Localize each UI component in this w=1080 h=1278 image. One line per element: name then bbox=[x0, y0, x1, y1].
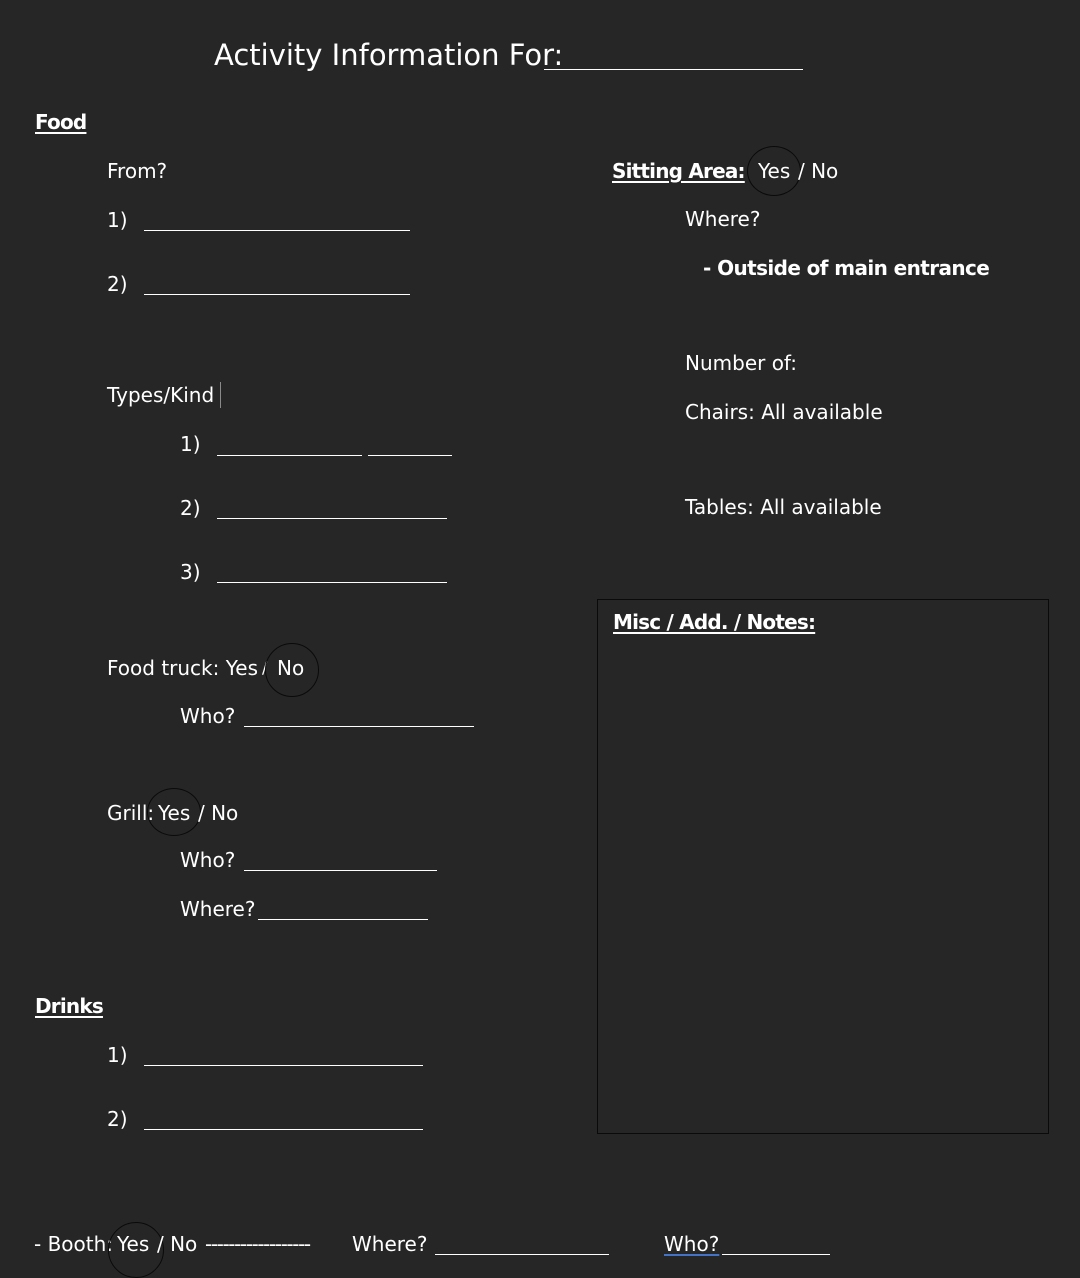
food-truck-who-label: Who? bbox=[180, 704, 236, 728]
sitting-area-yes-circle bbox=[747, 146, 801, 196]
grill-no[interactable]: / No bbox=[198, 801, 239, 825]
grill-where-label: Where? bbox=[180, 897, 256, 921]
food-type-item-1-label: 1) bbox=[180, 432, 201, 456]
food-truck-no[interactable]: No bbox=[277, 656, 305, 680]
booth-yes[interactable]: Yes bbox=[117, 1232, 150, 1256]
food-truck-label: Food truck: Yes bbox=[107, 656, 259, 680]
sitting-area-no[interactable]: / No bbox=[798, 159, 839, 183]
drinks-2-blank[interactable] bbox=[144, 1129, 423, 1130]
booth-yes-circle bbox=[108, 1222, 164, 1278]
food-from-1-blank[interactable] bbox=[144, 230, 410, 231]
sitting-where-label: Where? bbox=[685, 207, 761, 231]
drinks-1-blank[interactable] bbox=[144, 1065, 423, 1066]
food-truck-slash: / bbox=[262, 658, 268, 677]
food-heading: Food bbox=[35, 110, 87, 134]
booth-label: - Booth: bbox=[34, 1232, 114, 1256]
food-type-item-2-label: 2) bbox=[180, 496, 201, 520]
booth-where-label: Where? bbox=[352, 1232, 428, 1256]
food-from-2-blank[interactable] bbox=[144, 294, 410, 295]
title-name-blank[interactable] bbox=[544, 69, 803, 70]
number-of-label: Number of: bbox=[685, 351, 798, 375]
booth-dashes: ------------------ bbox=[205, 1232, 310, 1256]
food-from-item-1-label: 1) bbox=[107, 208, 128, 232]
grill-who-blank[interactable] bbox=[244, 870, 437, 871]
booth-where-blank[interactable] bbox=[435, 1254, 609, 1255]
sitting-where-value: - Outside of main entrance bbox=[703, 256, 990, 280]
notes-box[interactable] bbox=[597, 599, 1049, 1134]
food-type-item-3-label: 3) bbox=[180, 560, 201, 584]
grill-yes-circle bbox=[147, 788, 201, 836]
food-from-item-2-label: 2) bbox=[107, 272, 128, 296]
food-type-2-blank[interactable] bbox=[217, 518, 447, 519]
notes-heading: Misc / Add. / Notes: bbox=[613, 610, 816, 634]
tables-value: Tables: All available bbox=[685, 495, 882, 519]
food-type-1-blank-b[interactable] bbox=[368, 455, 452, 456]
drinks-heading: Drinks bbox=[35, 994, 103, 1018]
food-truck-who-blank[interactable] bbox=[244, 726, 474, 727]
grill-where-blank[interactable] bbox=[258, 919, 428, 920]
grill-label: Grill: bbox=[107, 801, 155, 825]
food-type-1-blank-a[interactable] bbox=[217, 455, 362, 456]
drinks-item-2-label: 2) bbox=[107, 1107, 128, 1131]
page-title: Activity Information For: bbox=[214, 38, 564, 72]
grill-yes[interactable]: Yes bbox=[158, 801, 191, 825]
grill-who-label: Who? bbox=[180, 848, 236, 872]
food-truck-no-circle bbox=[265, 643, 319, 697]
booth-who-blank[interactable] bbox=[722, 1254, 830, 1255]
food-type-3-blank[interactable] bbox=[217, 582, 447, 583]
food-from-label: From? bbox=[107, 159, 168, 183]
food-types-label: Types/Kind bbox=[107, 383, 215, 407]
sitting-area-heading: Sitting Area: bbox=[612, 159, 745, 183]
booth-who-label: Who? bbox=[664, 1232, 720, 1256]
booth-no[interactable]: / No bbox=[157, 1232, 198, 1256]
chairs-value: Chairs: All available bbox=[685, 400, 883, 424]
text-cursor bbox=[220, 382, 221, 408]
sitting-area-yes[interactable]: Yes bbox=[758, 159, 791, 183]
drinks-item-1-label: 1) bbox=[107, 1043, 128, 1067]
